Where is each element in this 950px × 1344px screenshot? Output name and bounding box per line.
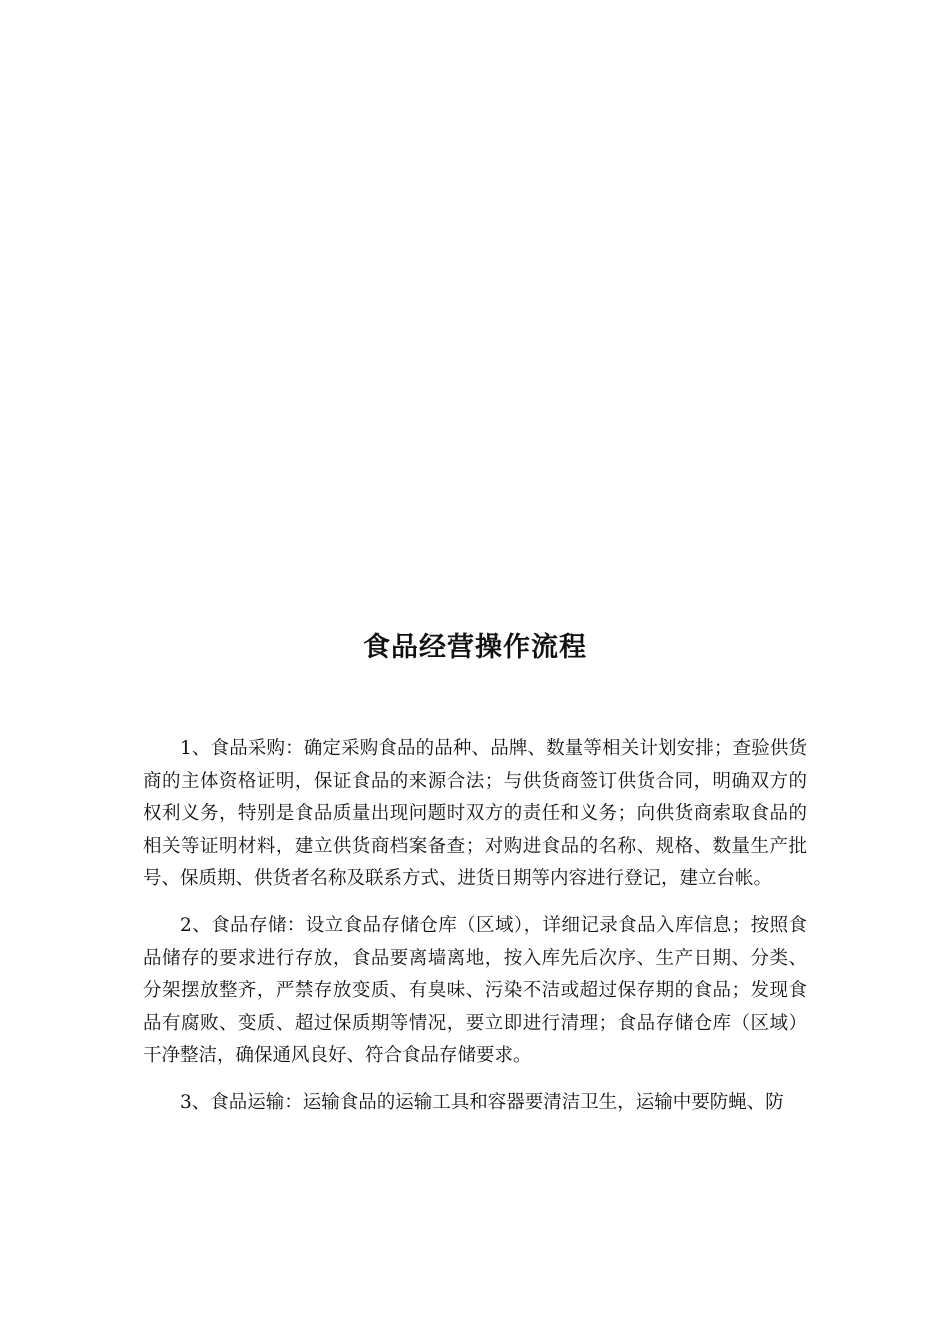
document-title: 食品经营操作流程 — [363, 632, 587, 663]
document-body — [143, 733, 807, 1134]
paragraph-storage: 2、食品存储：设立食品存储仓库（区域），详细记录食品入库信息；按照食品储存的要求进行存放，食品要离墙离地，按入库先后次序、生产日期、分类、分架摆放整齐，严禁存放变质、有臭味、污染不洁或超过保存期的食品；发现食品有腐败、变质、超过保质期等情况，要立即进行清理；食品存储仓库（区域）干净整洁，确保通风良好、符合食品存储要求。 — [143, 914, 807, 1067]
paragraph-procurement: 1、食品采购：确定采购食品的品种、品牌、数量等相关计划安排；查验供货商的主体资格证明，保证食品的来源合法；与供货商签订供货合同，明确双方的权利义务，特别是食品质量出现问题时双方的责任和义务；向供货商索取食品的相关等证明材料，建立供货商档案备查；对购进食品的名称、规格、数量生产批号、保质期、供货者名称及联系方式、进货日期等内容进行登记，建立台帐。 — [143, 738, 807, 890]
paragraph-transport: 3、食品运输：运输食品的运输工具和容器要清洁卫生，运输中要防蝇、防 — [180, 1091, 784, 1113]
